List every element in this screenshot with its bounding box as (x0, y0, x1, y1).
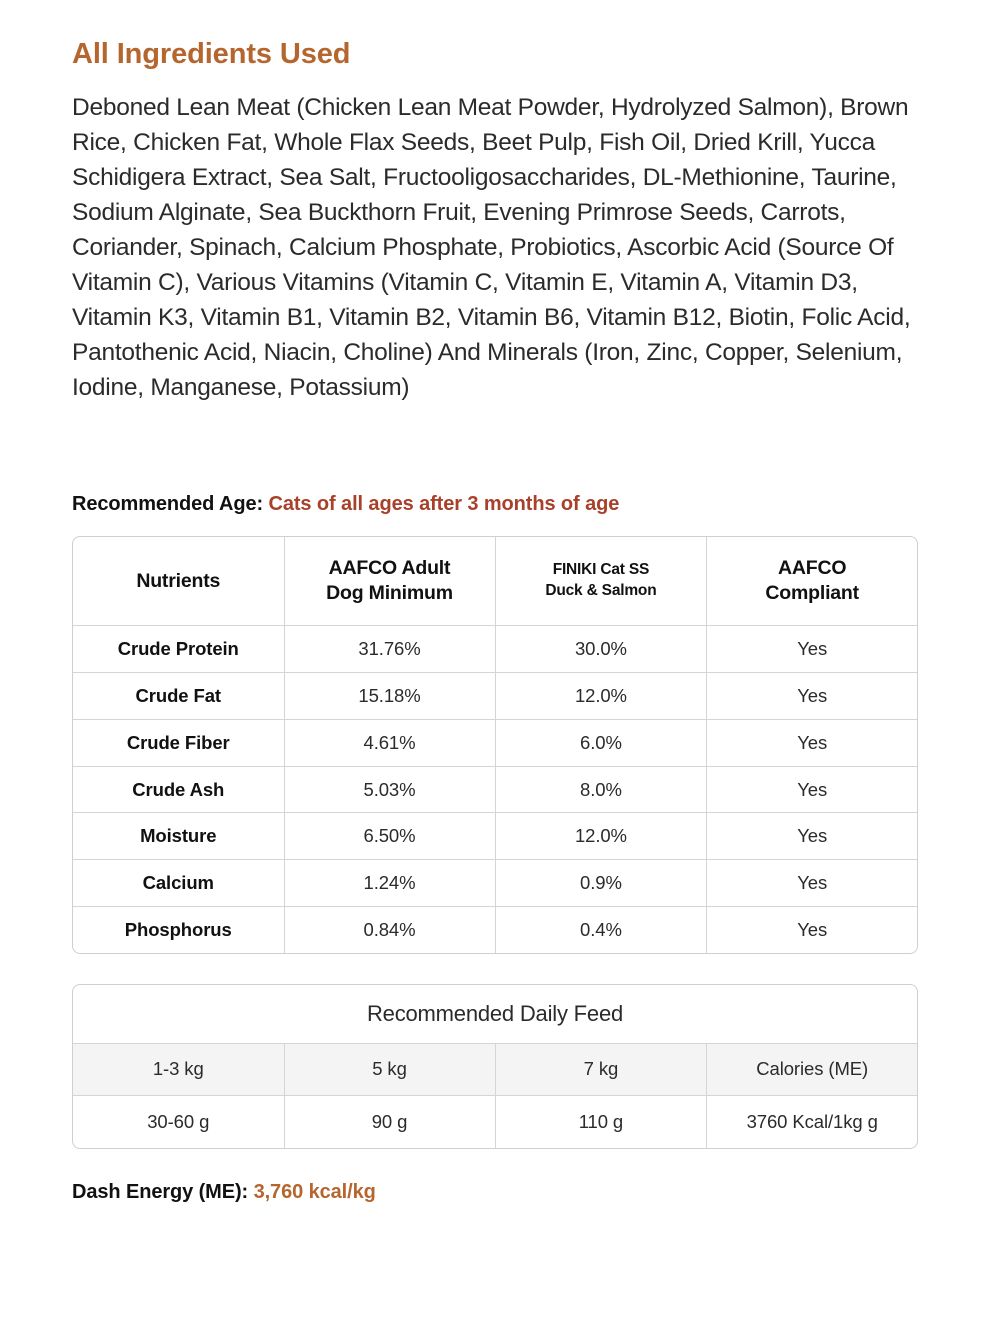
cell-product-value: 0.9% (495, 860, 707, 907)
header-line: FINIKI Cat SS (552, 561, 650, 579)
cell-nutrient-name: Moisture (73, 813, 284, 860)
cell-compliant: Yes (707, 766, 917, 813)
cell-compliant: Yes (707, 719, 917, 766)
header-line: AAFCO Adult (328, 557, 451, 580)
column-header-aafco-compliant (707, 537, 917, 626)
cell-product-value: 8.0% (495, 766, 707, 813)
dash-energy (72, 1181, 928, 1204)
dash-energy-value: 3,760 kcal/kg (253, 1180, 376, 1203)
cell-aafco-min: 15.18% (284, 673, 495, 720)
column-header-aafco-adult-dog-minimum (284, 537, 495, 626)
feed-header-weight-1-3kg: 1-3 kg (73, 1043, 284, 1095)
feed-value-7kg: 110 g (495, 1095, 707, 1148)
page-title: All Ingredients Used (72, 38, 351, 70)
cell-product-value: 0.4% (495, 907, 707, 953)
cell-nutrient-name: Crude Protein (73, 626, 284, 673)
cell-product-value: 6.0% (495, 719, 707, 766)
feed-value-1-3kg: 30-60 g (73, 1095, 284, 1148)
cell-nutrient-name: Crude Ash (73, 766, 284, 813)
cell-aafco-min: 31.76% (284, 626, 495, 673)
column-header-nutrients (73, 537, 284, 626)
feed-header-weight-7kg: 7 kg (495, 1043, 707, 1095)
cell-nutrient-name: Calcium (73, 860, 284, 907)
feed-table-value-row (73, 1095, 917, 1148)
cell-product-value: 12.0% (495, 673, 707, 720)
column-header-finiki-cat-ss-duck-salmon (495, 537, 707, 626)
cell-product-value: 30.0% (495, 626, 707, 673)
cell-compliant: Yes (707, 626, 917, 673)
cell-nutrient-name: Crude Fat (73, 673, 284, 720)
table-row (73, 766, 917, 813)
table-row (73, 719, 917, 766)
table-row (73, 626, 917, 673)
table-row (73, 860, 917, 907)
nutrient-table-container (72, 536, 918, 954)
table-header-row (73, 537, 917, 626)
ingredients-paragraph: Deboned Lean Meat (Chicken Lean Meat Powder, Hydrolyzed Salmon), Brown Rice, Chicken Fat, Whole Flax Seeds, Beet Pulp, Fish Oil, Dried Krill, Yucca Schidigera Extract, Sea Salt, Fructooligosaccharides, DL-Methionine, Taurine, Sodium Alginate, Sea Buckthorn Fruit, Evening Primrose Seeds, Carrots, Coriander, Spinach, Calcium Phosphate, Probiotics, Ascorbic Acid (Source Of Vitamin C), Various Vitamins (Vitamin C, Vitamin E, Vitamin A, Vitamin D3, Vitamin K3, Vitamin B1, Vitamin B2, Vitamin B6, Vitamin B12, Biotin, Folic Acid, Pantothenic Acid, Niacin, Choline) And Minerals (Iron, Zinc, Copper, Selenium, Iodine, Manganese, Potassium) (72, 94, 911, 402)
table-row (73, 673, 917, 720)
feed-value-5kg: 90 g (284, 1095, 495, 1148)
recommended-age (72, 493, 928, 516)
header-line: Compliant (765, 582, 859, 605)
cell-nutrient-name: Phosphorus (73, 907, 284, 953)
cell-compliant: Yes (707, 813, 917, 860)
cell-aafco-min: 4.61% (284, 719, 495, 766)
cell-aafco-min: 1.24% (284, 860, 495, 907)
cell-aafco-min: 6.50% (284, 813, 495, 860)
feed-table-title-row (73, 985, 917, 1044)
feed-table-container (72, 984, 918, 1149)
feed-header-calories: Calories (ME) (707, 1043, 917, 1095)
feed-value-calories: 3760 Kcal/1kg g (746, 1110, 878, 1132)
cell-compliant: Yes (797, 918, 828, 940)
recommended-age-value: Cats of all ages after 3 months of age (268, 493, 620, 516)
feed-header-weight-5kg: 5 kg (284, 1043, 495, 1095)
recommended-age-label: Recommended Age: (72, 493, 264, 516)
recommended-daily-feed-table (73, 985, 917, 1148)
cell-compliant: Yes (707, 673, 917, 720)
cell-nutrient-name: Crude Fiber (73, 719, 284, 766)
header-line: AAFCO (778, 557, 847, 580)
header-line: Duck & Salmon (545, 582, 657, 600)
nutrient-table (73, 537, 917, 953)
table-row (73, 813, 917, 860)
header-line: Nutrients (136, 569, 221, 592)
feed-table-header-row (73, 1043, 917, 1095)
dash-energy-label: Dash Energy (ME): (72, 1180, 249, 1203)
header-line: Dog Minimum (326, 582, 453, 605)
table-row (73, 907, 917, 953)
feed-table-title: Recommended Daily Feed (73, 985, 917, 1044)
cell-aafco-min: 5.03% (284, 766, 495, 813)
cell-aafco-min: 0.84% (284, 907, 495, 953)
cell-compliant: Yes (707, 860, 917, 907)
cell-product-value: 12.0% (495, 813, 707, 860)
